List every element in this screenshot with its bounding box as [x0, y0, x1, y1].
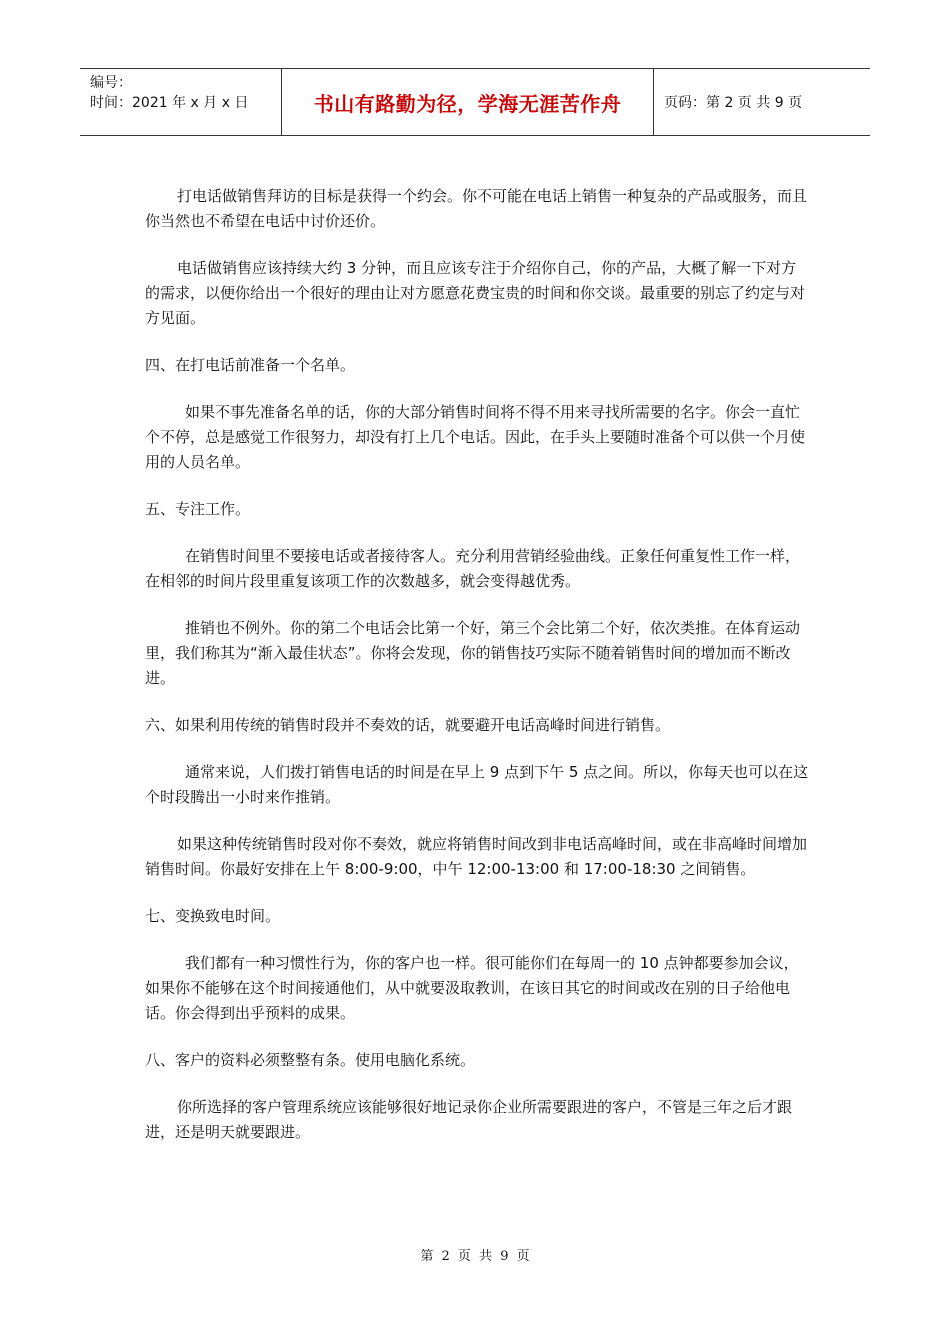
header-motto: 书山有路勤为径，学海无涯苦作舟 [282, 69, 654, 135]
section-heading: 四、在打电话前准备一个名单。 [145, 356, 356, 374]
body-paragraph: 如果不事先准备名单的话，你的大部分销售时间将不得不用来寻找所需要的名字。你会一直忙个不停，总是感觉工作很努力，却没有打上几个电话。因此，在手头上要随时准备个可以供一个月使用的人员名单。 [145, 403, 806, 471]
document-body [145, 184, 810, 1167]
body-paragraph: 电话做销售应该持续大约 3 分钟，而且应该专注于介绍你自己，你的产品，大概了解一下对方的需求，以便你给出一个很好的理由让对方愿意花费宝贵的时间和你交谈。最重要的别忘了约定与对方见面。 [145, 259, 806, 327]
body-paragraph: 在销售时间里不要接电话或者接待客人。充分利用营销经验曲线。正象任何重复性工作一样，在相邻的时间片段里重复该项工作的次数越多，就会变得越优秀。 [145, 547, 801, 590]
body-paragraph: 如果这种传统销售时段对你不奏效，就应将销售时间改到非电话高峰时间，或在非高峰时间增加销售时间。你最好安排在上午 8:00-9:00，中午 12:00-13:00 和 17:00-18:30 之间销售。 [145, 835, 808, 878]
page-footer: 第 2 页 共 9 页 [420, 1249, 530, 1264]
body-paragraph: 我们都有一种习惯性行为，你的客户也一样。很可能你们在每周一的 10 点钟都要参加会议，如果你不能够在这个时间接通他们，从中就要汲取教训，在该日其它的时间或改在别的日子给他电话。你会得到出乎预料的成果。 [145, 954, 799, 1022]
body-paragraph: 通常来说，人们拨打销售电话的时间是在早上 9 点到下午 5 点之间。所以，你每天也可以在这个时段腾出一小时来作推销。 [145, 763, 809, 806]
section-heading: 八、客户的资料必须整整有条。使用电脑化系统。 [145, 1051, 476, 1069]
section-heading: 六、如果利用传统的销售时段并不奏效的话，就要避开电话高峰时间进行销售。 [145, 716, 671, 734]
header-meta [80, 69, 282, 135]
header-page-info: 页码：第 2 页 共 9 页 [664, 95, 803, 111]
document-number-label: 编号： [90, 75, 132, 91]
body-paragraph: 打电话做销售拜访的目标是获得一个约会。你不可能在电话上销售一种复杂的产品或服务，而且你当然也不希望在电话中讨价还价。 [145, 187, 808, 230]
body-paragraph: 你所选择的客户管理系统应该能够很好地记录你企业所需要跟进的客户，不管是三年之后才跟进，还是明天就要跟进。 [145, 1098, 793, 1141]
body-paragraph: 推销也不例外。你的第二个电话会比第一个好，第三个会比第二个好，依次类推。在体育运动里，我们称其为“渐入最佳状态”。你将会发现，你的销售技巧实际不随着销售时间的增加而不断改进。 [145, 619, 801, 687]
section-heading: 五、专注工作。 [145, 500, 251, 518]
document-date: 时间：2021 年 x 月 x 日 [90, 95, 249, 111]
section-heading: 七、变换致电时间。 [145, 907, 281, 925]
page-header [80, 68, 870, 136]
